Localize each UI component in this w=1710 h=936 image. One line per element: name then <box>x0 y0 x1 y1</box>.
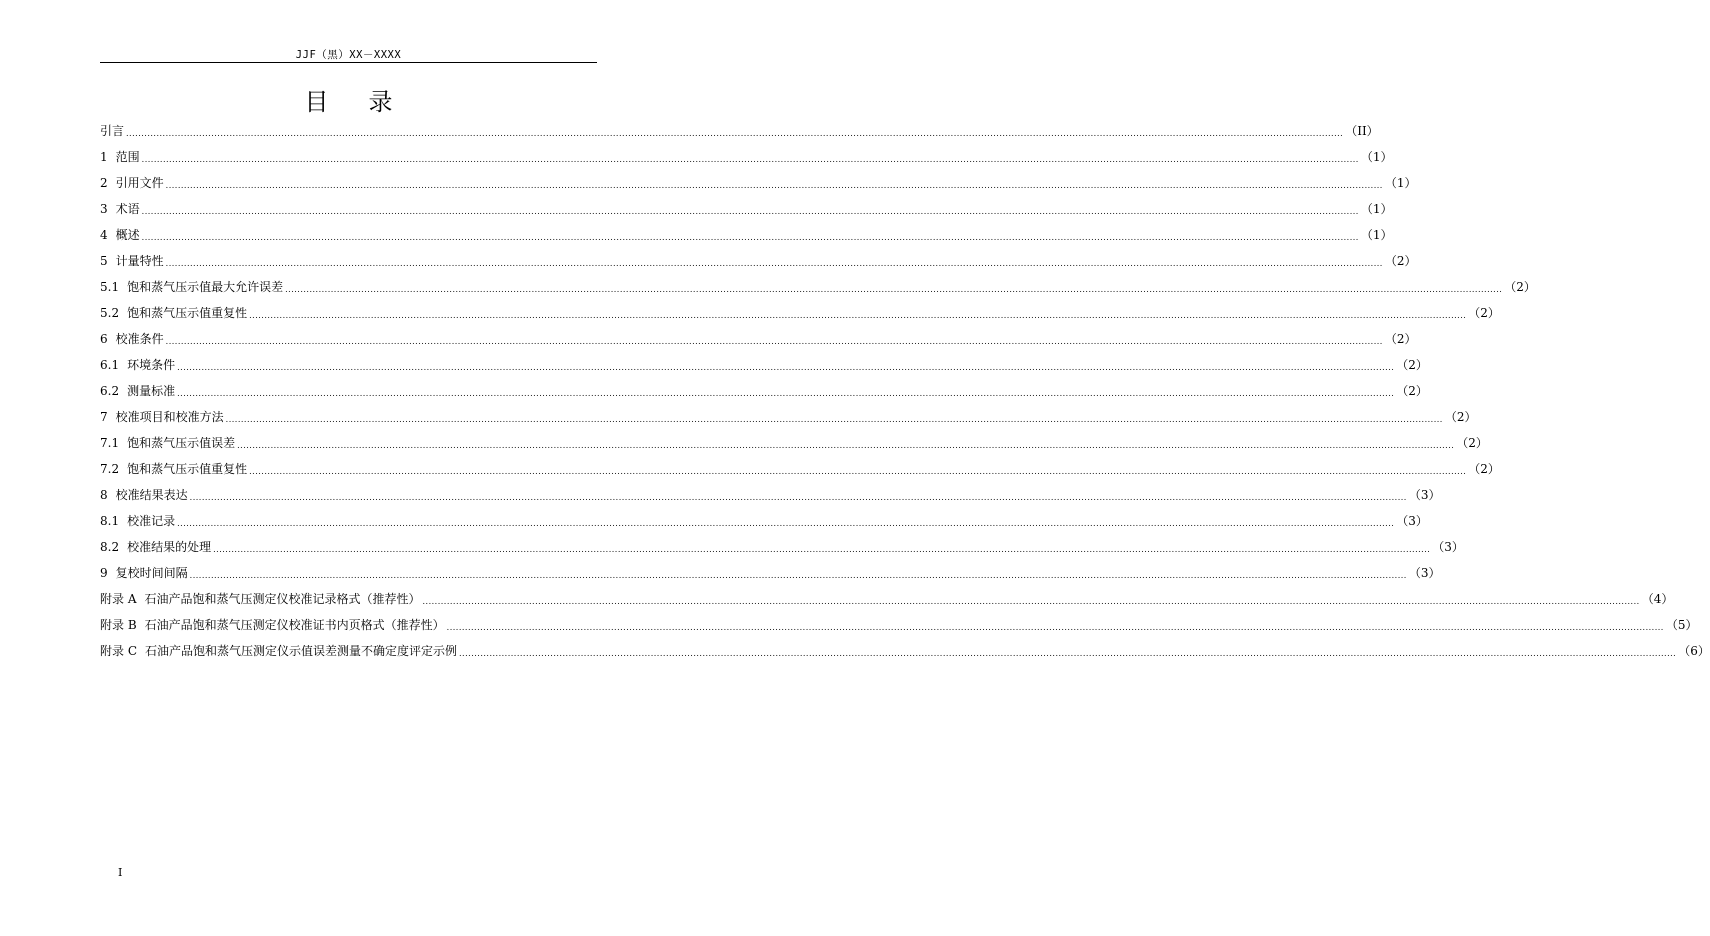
toc-entry-number: 8.1 <box>100 514 120 528</box>
toc-entry-label: 石油产品饱和蒸气压测定仪示值误差测量不确定度评定示例 <box>145 644 458 658</box>
toc-entry-label: 引言 <box>100 124 125 138</box>
toc-dot-leader: ................................................................................................................................................................................................................................................................................................................................................................................................................ <box>285 285 1503 294</box>
running-header: JJF（黑）XX－XXXX <box>295 49 402 61</box>
toc-entry-page: （2） <box>1384 332 1417 346</box>
toc-entry-label: 石油产品饱和蒸气压测定仪校准记录格式（推荐性） <box>144 592 421 606</box>
toc-entry-page: （6） <box>1678 644 1710 658</box>
toc-entry-page: （2） <box>1468 306 1500 320</box>
toc-entry-label: 校准结果表达 <box>115 488 188 502</box>
toc-entry-number: 1 <box>100 150 108 164</box>
toc-entry-label: 校准项目和校准方法 <box>115 410 224 424</box>
toc-entry[interactable] <box>100 534 1464 560</box>
toc-entry[interactable] <box>100 248 1417 274</box>
toc-entry[interactable] <box>100 508 1428 534</box>
toc-entry-number: 附录 A <box>100 592 137 606</box>
toc-dot-leader: ................................................................................................................................................................................................................................................................................................................................................................................................................ <box>213 545 1431 554</box>
toc-entry-page: （II） <box>1345 124 1379 138</box>
toc-entry-number: 6 <box>100 332 108 346</box>
toc-dot-leader: ................................................................................................................................................................................................................................................................................................................................................................................................................ <box>249 467 1467 476</box>
toc-entry-page: （2） <box>1396 358 1428 372</box>
toc-entry-page: （5） <box>1665 618 1698 632</box>
toc-entry-page: （4） <box>1641 592 1674 606</box>
toc-entry[interactable] <box>100 222 1393 248</box>
toc-entry-number: 5.2 <box>100 306 120 320</box>
toc-entry[interactable] <box>100 144 1393 170</box>
page-number: I <box>118 866 123 879</box>
toc-entry-label: 引用文件 <box>115 176 164 190</box>
table-of-contents <box>100 118 1710 664</box>
toc-entry-page: （3） <box>1396 514 1428 528</box>
toc-entry-number: 3 <box>100 202 108 216</box>
toc-entry[interactable] <box>100 170 1417 196</box>
header-rule <box>100 62 597 63</box>
toc-dot-leader: ................................................................................................................................................................................................................................................................................................................................................................................................................ <box>165 181 1383 190</box>
toc-entry-number: 附录 C <box>100 644 137 658</box>
toc-dot-leader: ................................................................................................................................................................................................................................................................................................................................................................................................................ <box>165 337 1383 346</box>
toc-dot-leader: ................................................................................................................................................................................................................................................................................................................................................................................................................ <box>459 649 1677 658</box>
toc-entry-label: 范围 <box>115 150 140 164</box>
toc-entry-page: （1） <box>1360 202 1393 216</box>
toc-entry-page: （1） <box>1360 150 1393 164</box>
toc-dot-leader: ................................................................................................................................................................................................................................................................................................................................................................................................................ <box>141 233 1359 242</box>
toc-entry-page: （3） <box>1432 540 1464 554</box>
toc-entry-label: 计量特性 <box>115 254 164 268</box>
toc-entry-page: （3） <box>1408 566 1441 580</box>
toc-entry[interactable] <box>100 196 1393 222</box>
toc-entry[interactable] <box>100 612 1698 638</box>
toc-entry-page: （1） <box>1384 176 1417 190</box>
toc-entry-number: 4 <box>100 228 108 242</box>
toc-dot-leader: ................................................................................................................................................................................................................................................................................................................................................................................................................ <box>249 311 1467 320</box>
toc-entry[interactable] <box>100 638 1710 664</box>
toc-entry-number: 7 <box>100 410 108 424</box>
toc-entry-number: 9 <box>100 566 108 580</box>
toc-entry-page: （2） <box>1384 254 1417 268</box>
toc-entry-page: （2） <box>1444 410 1477 424</box>
toc-entry[interactable] <box>100 352 1428 378</box>
toc-dot-leader: ................................................................................................................................................................................................................................................................................................................................................................................................................ <box>141 207 1359 216</box>
toc-entry-label: 环境条件 <box>127 358 176 372</box>
toc-entry-number: 附录 B <box>100 618 137 632</box>
toc-dot-leader: ................................................................................................................................................................................................................................................................................................................................................................................................................ <box>225 415 1443 424</box>
toc-dot-leader: ................................................................................................................................................................................................................................................................................................................................................................................................................ <box>237 441 1455 450</box>
toc-dot-leader: ................................................................................................................................................................................................................................................................................................................................................................................................................ <box>189 571 1407 580</box>
toc-dot-leader: ................................................................................................................................................................................................................................................................................................................................................................................................................ <box>177 363 1395 372</box>
toc-entry[interactable] <box>100 482 1441 508</box>
toc-entry-label: 术语 <box>115 202 140 216</box>
toc-title: 目录 <box>304 88 433 116</box>
toc-entry-number: 5 <box>100 254 108 268</box>
toc-entry-page: （2） <box>1396 384 1428 398</box>
toc-entry-label: 饱和蒸气压示值重复性 <box>127 462 248 476</box>
toc-entry-page: （2） <box>1456 436 1488 450</box>
toc-dot-leader: ................................................................................................................................................................................................................................................................................................................................................................................................................ <box>177 389 1395 398</box>
toc-dot-leader: ................................................................................................................................................................................................................................................................................................................................................................................................................ <box>446 623 1664 632</box>
toc-dot-leader: ................................................................................................................................................................................................................................................................................................................................................................................................................ <box>189 493 1407 502</box>
toc-entry-page: （2） <box>1468 462 1500 476</box>
toc-entry-label: 校准条件 <box>115 332 164 346</box>
toc-entry-number: 7.2 <box>100 462 120 476</box>
toc-entry-page: （2） <box>1504 280 1536 294</box>
toc-dot-leader: ................................................................................................................................................................................................................................................................................................................................................................................................................ <box>141 155 1359 164</box>
toc-dot-leader: ................................................................................................................................................................................................................................................................................................................................................................................................................ <box>422 597 1640 606</box>
toc-entry-label: 概述 <box>115 228 140 242</box>
toc-entry[interactable] <box>100 118 1379 144</box>
toc-entry-label: 饱和蒸气压示值最大允许误差 <box>127 280 284 294</box>
toc-dot-leader: ................................................................................................................................................................................................................................................................................................................................................................................................................ <box>165 259 1383 268</box>
toc-entry-number: 2 <box>100 176 108 190</box>
toc-entry-page: （3） <box>1408 488 1441 502</box>
toc-entry[interactable] <box>100 378 1428 404</box>
toc-entry-label: 饱和蒸气压示值重复性 <box>127 306 248 320</box>
toc-entry-label: 饱和蒸气压示值误差 <box>127 436 236 450</box>
toc-entry-number: 8.2 <box>100 540 120 554</box>
toc-entry-number: 5.1 <box>100 280 120 294</box>
toc-entry-label: 校准结果的处理 <box>127 540 212 554</box>
toc-dot-leader: ................................................................................................................................................................................................................................................................................................................................................................................................................ <box>177 519 1395 528</box>
toc-entry[interactable] <box>100 456 1500 482</box>
toc-entry-label: 校准记录 <box>127 514 176 528</box>
toc-entry[interactable] <box>100 404 1477 430</box>
toc-entry-label: 测量标准 <box>127 384 176 398</box>
toc-entry[interactable] <box>100 300 1500 326</box>
toc-entry[interactable] <box>100 274 1536 300</box>
toc-entry-label: 石油产品饱和蒸气压测定仪校准证书内页格式（推荐性） <box>144 618 445 632</box>
toc-entry-number: 6.1 <box>100 358 120 372</box>
toc-entry-number: 8 <box>100 488 108 502</box>
toc-entry-label: 复校时间间隔 <box>115 566 188 580</box>
toc-entry[interactable] <box>100 326 1417 352</box>
toc-entry-number: 7.1 <box>100 436 120 450</box>
toc-entry-page: （1） <box>1360 228 1393 242</box>
toc-entry[interactable] <box>100 560 1441 586</box>
toc-entry[interactable] <box>100 586 1674 612</box>
toc-dot-leader: ................................................................................................................................................................................................................................................................................................................................................................................................................ <box>126 129 1344 138</box>
toc-entry[interactable] <box>100 430 1488 456</box>
toc-entry-number: 6.2 <box>100 384 120 398</box>
